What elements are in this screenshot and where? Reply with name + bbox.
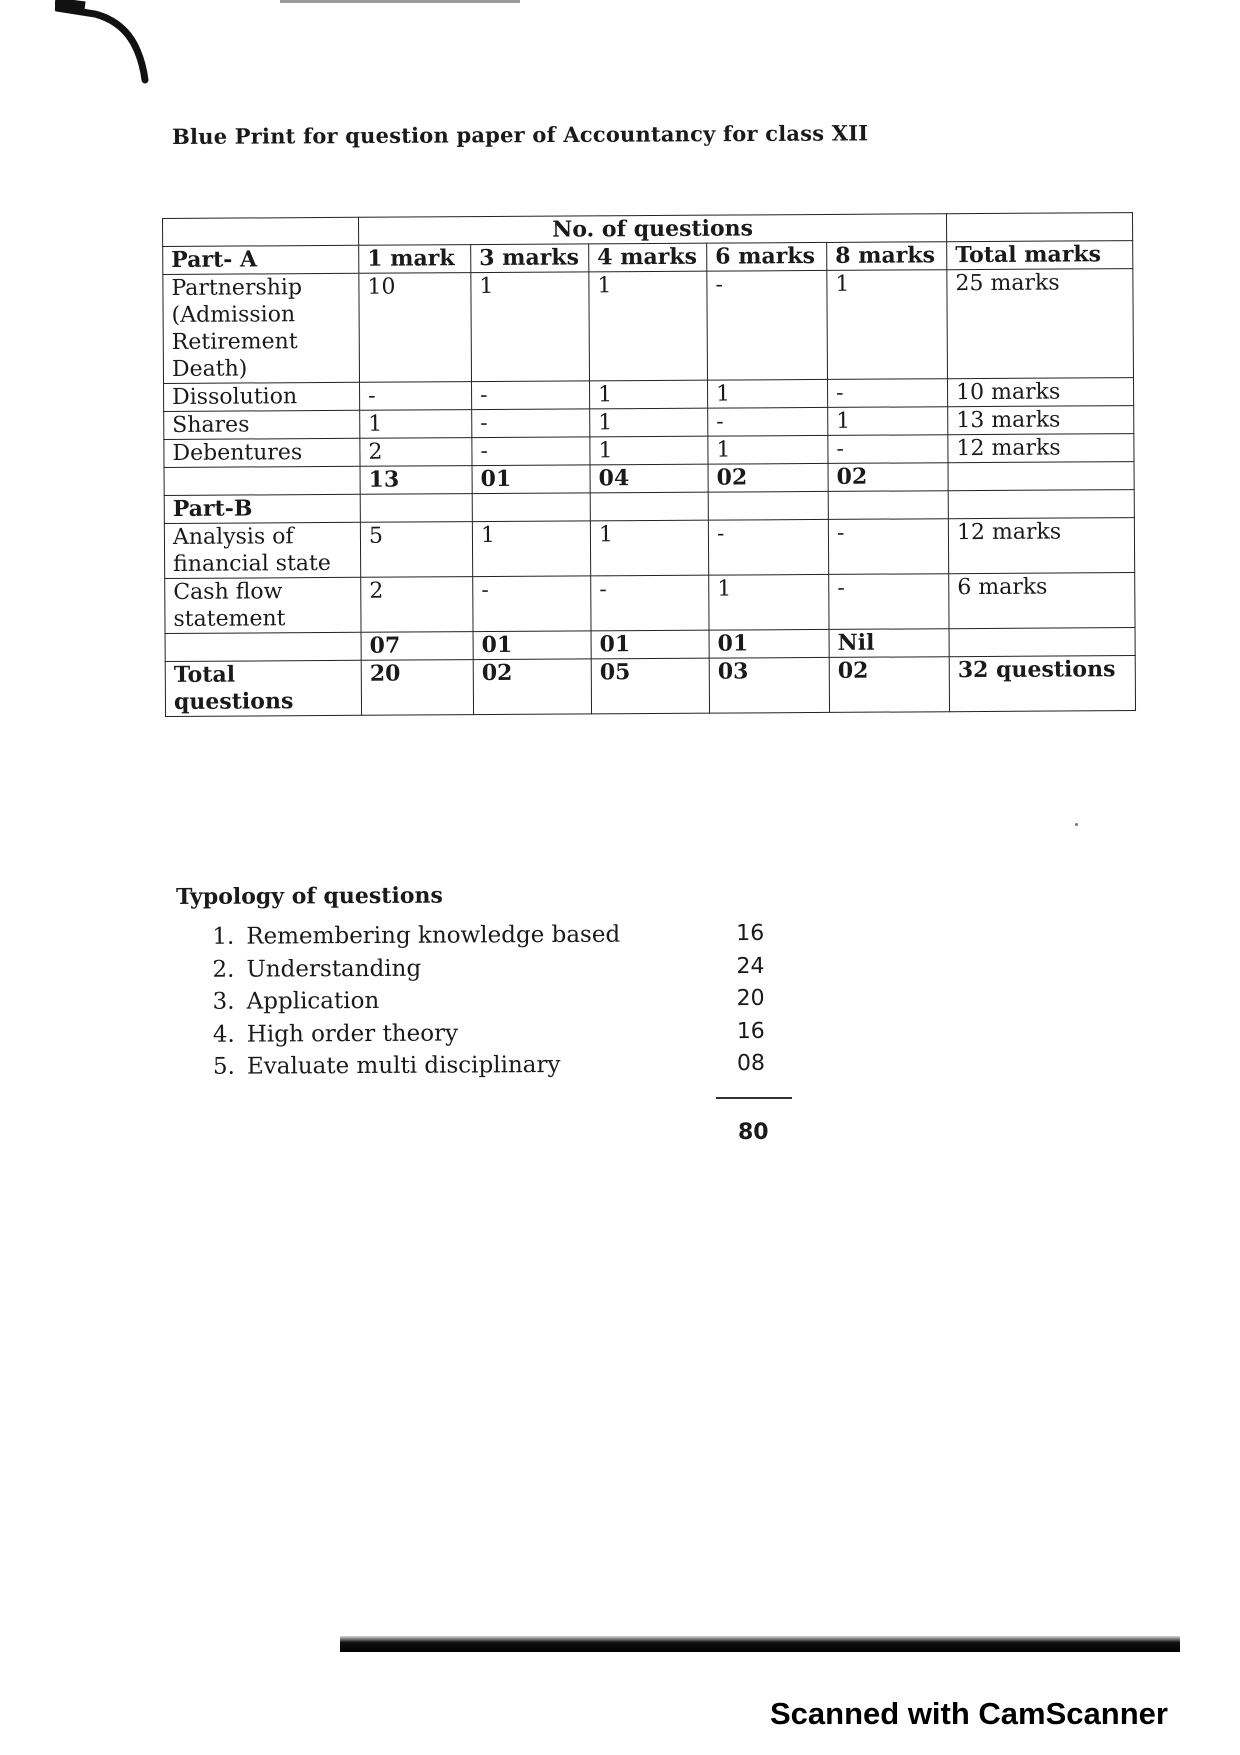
cell-8-marks: - — [828, 435, 948, 464]
subtotal-1-mark: 13 — [360, 466, 472, 495]
item-value: 08 — [736, 1050, 766, 1077]
header-4-marks: 4 marks — [589, 243, 707, 272]
blueprint-table — [162, 212, 1136, 717]
cell-6-marks: - — [708, 407, 828, 436]
blueprint-table-wrapper — [162, 212, 1135, 717]
header-total-marks: Total marks — [947, 241, 1133, 270]
total-3-marks: 02 — [473, 659, 591, 715]
total-6-marks: 03 — [709, 657, 829, 713]
total-questions-label: Total questions — [165, 660, 361, 716]
total-questions-count: 32 questions — [949, 656, 1135, 712]
item-label: High order theory — [246, 1020, 459, 1048]
part-b-label: Part-B — [164, 494, 360, 523]
no-of-questions-header: No. of questions — [358, 214, 946, 246]
cell-total-marks: 10 marks — [948, 378, 1134, 407]
cell-3-marks: 1 — [472, 521, 590, 577]
scan-edge-line — [280, 0, 520, 3]
subtotal-3-marks: 01 — [472, 465, 590, 494]
cell-8-marks: - — [829, 574, 949, 630]
cell-1-mark: 2 — [361, 577, 473, 633]
cell-1-mark: 5 — [360, 522, 472, 578]
cell-6-marks: 1 — [708, 435, 828, 464]
header-1-mark: 1 mark — [359, 245, 471, 274]
cell-8-marks: 1 — [827, 270, 948, 380]
item-number: 3. — [212, 988, 235, 1015]
header-part-a: Part- A — [163, 245, 359, 274]
total-questions-row — [165, 656, 1135, 717]
typology-section — [176, 881, 817, 1087]
row-label: Analysis of financial state — [164, 522, 360, 578]
subtotal-1-mark: 07 — [361, 632, 473, 661]
cell-total-marks: 6 marks — [949, 573, 1135, 629]
header-8-marks: 8 marks — [827, 242, 947, 271]
cell-total-marks: 13 marks — [948, 406, 1134, 435]
camscanner-watermark: Scanned with CamScanner — [770, 1696, 1168, 1731]
item-number: 1. — [212, 923, 235, 950]
document-title: Blue Print for question paper of Accountancy for class XII — [172, 120, 869, 149]
cell-4-marks: - — [591, 575, 709, 631]
row-label: Shares — [164, 410, 360, 439]
item-value: 20 — [736, 985, 765, 1012]
subtotal-3-marks: 01 — [473, 631, 591, 660]
item-value: 24 — [736, 953, 765, 979]
cell-8-marks: 1 — [828, 407, 948, 436]
cell-total-marks: 12 marks — [948, 434, 1134, 463]
total-4-marks: 05 — [591, 658, 709, 714]
cell-1-mark: 1 — [360, 410, 472, 439]
typology-total: 80 — [738, 1120, 769, 1145]
cell-6-marks: - — [707, 270, 828, 380]
subtotal-8-marks: 02 — [828, 463, 948, 492]
list-item — [177, 1018, 817, 1054]
item-number: 5. — [212, 1053, 235, 1080]
cell-4-marks: 1 — [589, 271, 708, 381]
cell-3-marks: - — [473, 576, 591, 632]
cell-4-marks: 1 — [590, 520, 708, 576]
scan-speck — [1075, 823, 1078, 826]
cell-3-marks: 1 — [471, 272, 590, 382]
total-1-mark: 20 — [361, 660, 473, 716]
subtotal-4-marks: 04 — [590, 464, 708, 493]
typology-heading: Typology of questions — [176, 882, 443, 910]
list-item — [176, 921, 816, 957]
total-8-marks: 02 — [829, 657, 949, 713]
item-label: Evaluate multi disciplinary — [246, 1051, 561, 1080]
list-item — [177, 986, 817, 1022]
list-item — [176, 953, 816, 989]
cell-4-marks: 1 — [590, 380, 708, 409]
table-row — [165, 573, 1135, 634]
sum-rule — [716, 1097, 792, 1099]
row-label: Cash flow statement — [165, 577, 361, 633]
table-row — [163, 269, 1134, 384]
table-row — [164, 518, 1134, 579]
item-number: 4. — [212, 1021, 235, 1048]
header-3-marks: 3 marks — [471, 244, 589, 273]
cell-6-marks: - — [708, 519, 828, 575]
row-label: Debentures — [164, 438, 360, 467]
item-label: Understanding — [246, 955, 422, 983]
cell-1-mark: 2 — [360, 438, 472, 467]
subtotal-8-marks: Nil — [829, 629, 949, 658]
cell-4-marks: 1 — [590, 436, 708, 465]
cell-3-marks: - — [472, 381, 590, 410]
scan-corner-mark — [55, 0, 155, 90]
cell-1-mark: - — [360, 382, 472, 411]
row-label: Dissolution — [164, 382, 360, 411]
item-value: 16 — [736, 1018, 765, 1044]
subtotal-4-marks: 01 — [591, 630, 709, 659]
scan-bottom-edge — [340, 1636, 1180, 1652]
cell-8-marks: - — [828, 519, 948, 575]
cell-6-marks: 1 — [708, 379, 828, 408]
subtotal-6-marks: 01 — [709, 629, 829, 658]
cell-8-marks: - — [827, 379, 947, 408]
item-number: 2. — [212, 956, 235, 983]
cell-1-mark: 10 — [359, 273, 472, 383]
item-label: Remembering knowledge based — [246, 921, 621, 950]
subtotal-6-marks: 02 — [708, 463, 828, 492]
cell-6-marks: 1 — [709, 574, 829, 630]
cell-3-marks: - — [472, 437, 590, 466]
header-6-marks: 6 marks — [707, 242, 827, 271]
cell-total-marks: 12 marks — [948, 518, 1134, 574]
row-label: Partnership (Admission Retirement Death) — [163, 273, 360, 383]
list-item — [177, 1051, 817, 1087]
item-label: Application — [246, 987, 380, 1015]
cell-3-marks: - — [472, 409, 590, 438]
item-value: 16 — [736, 920, 765, 947]
cell-4-marks: 1 — [590, 408, 708, 437]
cell-total-marks: 25 marks — [947, 269, 1134, 379]
